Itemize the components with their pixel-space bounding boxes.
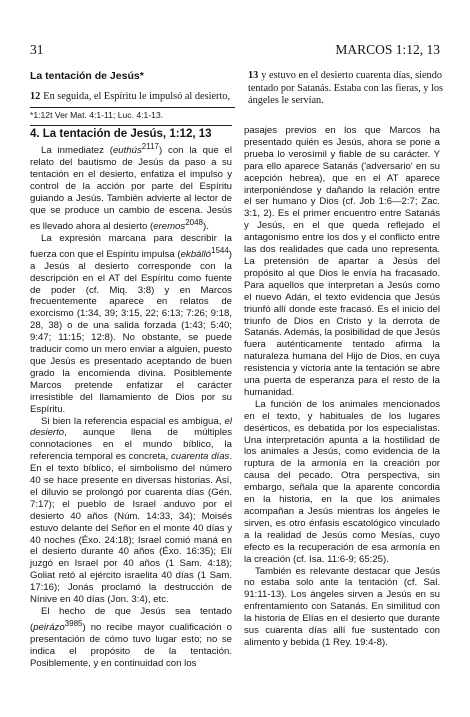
footnote: *1:12t Ver Mat. 4:1-11; Luc. 4:1-13.: [30, 107, 235, 120]
commentary-paragraph-2: La expresión marcana para describir la fuerza con que el Espíritu impulsa (ekbálló$^{1544}$) a Jesús al desierto corresponde con la descripción en el AT del Espíritu como fuente de poder (cf. Miq. 3:8) y en Marcos frecuentemente aparece en relatos de exorcismo (1:34, 39; 3:15, 22; 6:13; 7:26; 9:18, 28, 38) o de una salida forzada (1:43; 5:40; 9:47; 11:15; 12:8). No obstante, se puede traducir como un mero enviar a alguien, puesto que Jesús es presentado aceptando de buen grado la encomienda divina. Posiblemente Marcos pretende enfatizar el carácter irresistible del llamamiento de Dios por su Espíritu.: [30, 232, 232, 415]
commentary-right-column: [244, 125, 440, 649]
commentary-left-column: [30, 125, 232, 670]
verse-12-number: 12: [30, 91, 41, 102]
running-title: MARCOS 1:12, 13: [335, 42, 440, 57]
commentary-paragraph-6: También es relevante destacar que Jesús no estaba solo ante la tentación (cf. Sal. 91:11-13). Los ángeles sirven a Jesús en su enfrentamiento con Satanás. En similitud con la historia de Elías en el desierto que durante sus cuarenta días allí fue sustentado con alimento y bebida (1 Rey. 19:4-8).: [244, 565, 440, 648]
verse-12: [30, 91, 238, 104]
commentary-heading: 4. La tentación de Jesús, 1:12, 13: [30, 125, 232, 140]
bible-text-right-column: [248, 70, 444, 108]
commentary-paragraph-4a: El hecho de que Jesús sea tentado (peirázo$^{3985}$) no recibe mayor cualificación o presentación de cómo tuvo lugar esto; no se indica el propósito de la tentación. Posiblemente, y en continuidad con los: [30, 606, 232, 669]
section-title: La tentación de Jesús*: [30, 70, 144, 82]
verse-13-number: 13: [248, 70, 259, 81]
verse-12-text: En seguida, el Espíritu le impulsó al desierto,: [43, 91, 231, 102]
page-header: [30, 42, 440, 60]
commentary-paragraph-1: La inmediatez (euthús$^{2117}$) con la que el relato del bautismo de Jesús da paso a su tentación en el desierto, enfatiza el impulso y control de la acción por parte del Espíritu guiando a Jesús. También advierte al lector de que se produce un cambio de escena. Jesús es llevado ahora al desierto (eremos$^{2048}$).: [30, 142, 232, 232]
commentary-paragraph-4b: pasajes previos en los que Marcos ha presentado quién es Jesús, ahora se pone a prueba lo verosímil y fiable de su carácter. Y para ello aparece Satanás ('adversario' en su acepción hebrea), que en el AT aparece interponiéndose y dañando la relación entre el ser humano y Dios (cf. Job 1:6—2:7; Zac. 3:1, 2). Es el primer encuentro entre Satanás y Jesús, en el que queda reflejado el antagonismo entre los dos y el conflicto entre las dos realidades que cada uno representa. La pretensión de apartar a Jesús del propósito al que Dios le envía ha fracasado. Para aquellos que interpretan a Jesús como el nuevo Adán, el texto evidencia que Jesús triunfó allí donde este fracasó. Es el inicio del triunfo de Dios en Cristo y la derrota de Satanás. Además, la posibilidad de que Jesús fuera auténticamente tentado afirma la naturaleza humana del Hijo de Dios, en cuya resistencia y victoria ante la tentación se abre una puerta de esperanza para el resto de la humanidad.: [244, 125, 440, 398]
verse-13-text: y estuvo en el desierto cuarenta días, siendo tentado por Satanás. Estaba con las fieras, y los ángeles le servían.: [248, 70, 444, 106]
bible-text-left-column: [30, 70, 238, 104]
commentary-paragraph-3: Si bien la referencia espacial es ambigua, el desierto, aunque llena de múltiples connotaciones en el mundo bíblico, la referencia temporal es concreta, cuarenta días. En el texto bíblico, el simbolismo del número 40 se hace presente en diversas historias. Así, el diluvio se prolongó por cuarenta días (Gén. 7:17); el pueblo de Israel anduvo por el desierto 40 años (Núm. 14:33, 34); Moisés estuvo delante del Señor en el monte 40 días y 40 noches (Éxo. 24:18); Israel comió maná en el desierto durante 40 años (Éxo. 16:35); Elí juzgó en Israel por 40 años (1 Sam. 4:18); Goliat retó al ejército israelita 40 días (1 Sam. 17:16); Jonás proclamó la destrucción de Nínive en 40 días (Jon. 3:4), etc.: [30, 415, 232, 606]
commentary-paragraph-5: La función de los animales mencionados en el texto, y habituales de los lugares desérticos, es debatida por los especialistas. Una interpretación apunta a la hostilidad de los animales a Jesús, como evidencia de la ruptura de la armonía en la creación por causa del pecado. Otra perspectiva, sin embargo, señala que la aparente concordia en la historia, en la que los animales acompañan a Jesús mientras los ángeles le sirven, es otro énfasis escatológico vinculado a la realidad de Jesús como Mesías, cuyo efecto es la recuperación de esa armonía en la creación (cf. Isa. 11:6-9; 65:25).: [244, 398, 440, 565]
page-number: 31: [30, 42, 44, 57]
